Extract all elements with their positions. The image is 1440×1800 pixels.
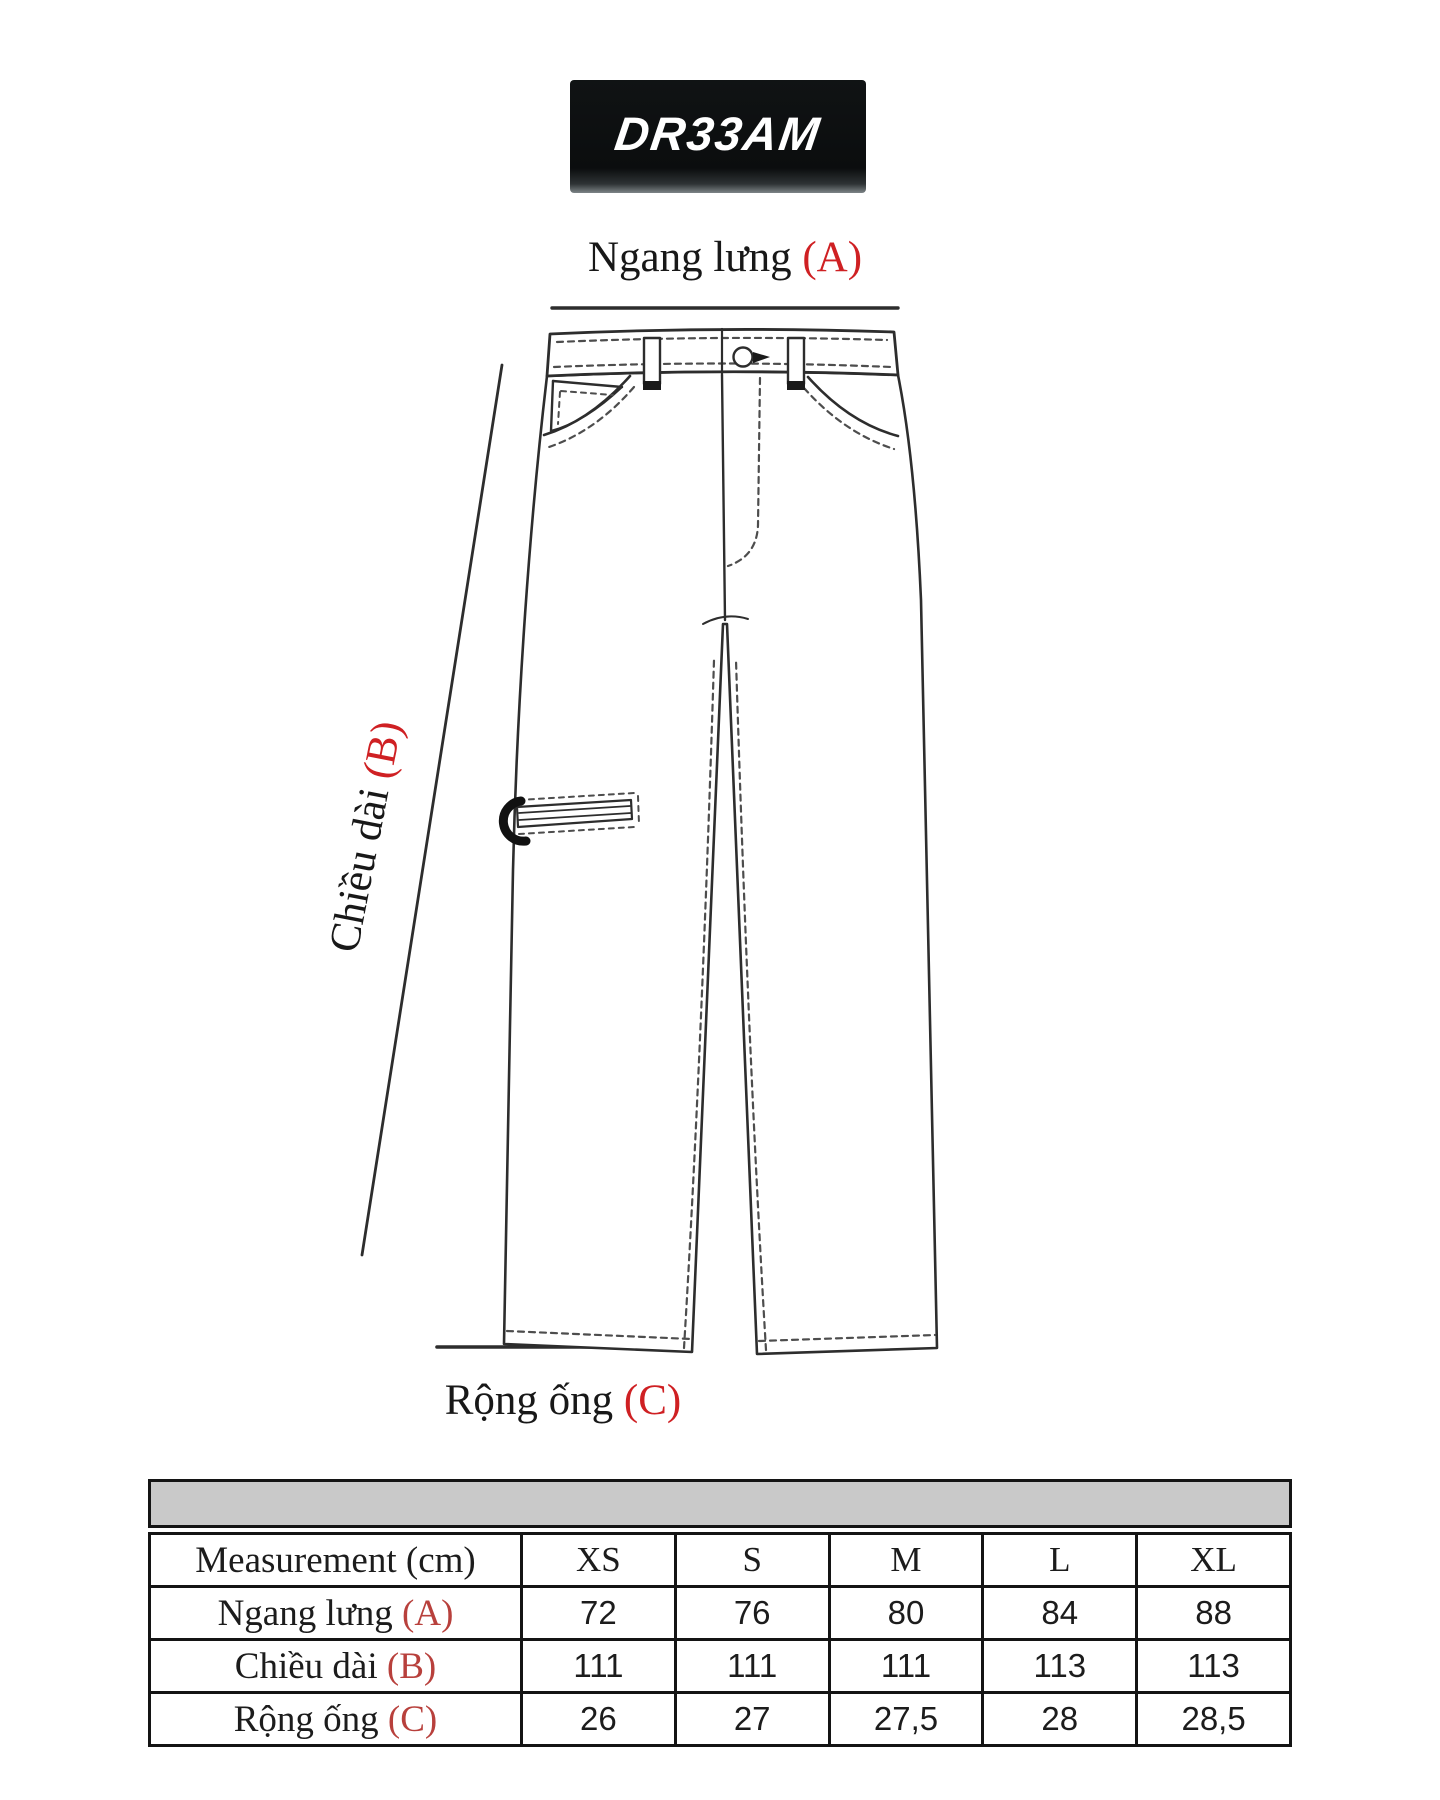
- length-label-marker: (B): [354, 717, 412, 783]
- belt-loop-right: [787, 338, 805, 390]
- row-label-text: Ngang lưng: [217, 1592, 393, 1634]
- header-size-s: S: [675, 1534, 829, 1587]
- hem-label-text: Rộng ống: [444, 1377, 614, 1424]
- row-label-marker: (A): [402, 1592, 454, 1634]
- row-label-length: [150, 1640, 522, 1693]
- waist-value-xl: 88: [1137, 1587, 1291, 1640]
- hem-value-s: 27: [675, 1693, 829, 1746]
- waist-value-l: 84: [983, 1587, 1137, 1640]
- table-row-length: [150, 1640, 1291, 1693]
- waist-label-marker: (A): [802, 234, 863, 281]
- row-label-text: Rộng ống: [233, 1698, 379, 1740]
- hem-value-xl: 28,5: [1137, 1693, 1291, 1746]
- waist-label-text: Ngang lưng: [587, 234, 792, 281]
- length-value-l: 113: [983, 1640, 1137, 1693]
- row-label-hem: [150, 1693, 522, 1746]
- waist-measure-label: [495, 233, 955, 282]
- length-value-xl: 113: [1137, 1640, 1291, 1693]
- length-value-s: 111: [675, 1640, 829, 1693]
- row-label-waist: [150, 1587, 522, 1640]
- header-measurement: Measurement (cm): [150, 1534, 522, 1587]
- row-label-text: Chiều dài: [234, 1645, 378, 1687]
- waist-value-m: 80: [829, 1587, 983, 1640]
- hem-label-marker: (C): [623, 1377, 682, 1424]
- size-table-header-row: [150, 1534, 1291, 1587]
- size-table-header-band: [148, 1479, 1292, 1528]
- waist-value-s: 76: [675, 1587, 829, 1640]
- header-size-xs: XS: [522, 1534, 676, 1587]
- brand-logo-text: DR33AM: [612, 107, 825, 160]
- size-table-section: [148, 1479, 1292, 1747]
- hem-value-m: 27,5: [829, 1693, 983, 1746]
- table-row-hem: [150, 1693, 1291, 1746]
- pants-body-outline: [504, 372, 937, 1354]
- hem-value-xs: 26: [522, 1693, 676, 1746]
- table-row-waist: [150, 1587, 1291, 1640]
- length-value-m: 111: [829, 1640, 983, 1693]
- row-label-marker: (B): [386, 1645, 437, 1687]
- header-size-l: L: [983, 1534, 1137, 1587]
- waist-value-xs: 72: [522, 1587, 676, 1640]
- belt-loop-left: [643, 338, 661, 390]
- row-label-marker: (C): [387, 1698, 438, 1740]
- header-size-m: M: [829, 1534, 983, 1587]
- length-value-xs: 111: [522, 1640, 676, 1693]
- header-size-xl: XL: [1137, 1534, 1291, 1587]
- length-label-text: Chiều dài: [320, 783, 399, 956]
- size-table: [148, 1532, 1292, 1747]
- hem-value-l: 28: [983, 1693, 1137, 1746]
- hem-measure-label: [408, 1376, 718, 1425]
